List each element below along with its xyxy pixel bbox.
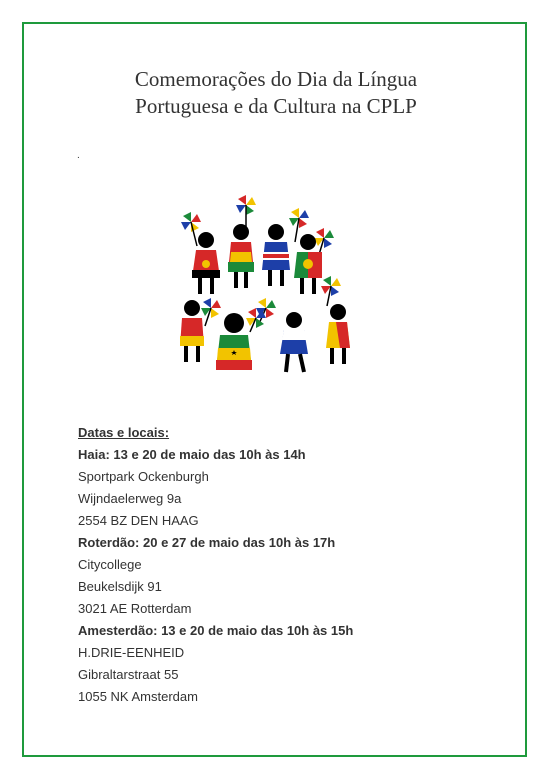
address-line: Wijndaelerweg 9a xyxy=(78,491,182,506)
location-title-haia: Haia: 13 e 20 de maio das 10h às 14h xyxy=(78,447,306,462)
children-with-pinwheels-illustration xyxy=(166,190,366,380)
address-line: 1055 NK Amsterdam xyxy=(78,689,198,704)
address-line: Gibraltarstraat 55 xyxy=(78,667,179,682)
pinwheel-icon xyxy=(181,212,201,246)
dates-and-locations xyxy=(78,422,353,708)
child-figure xyxy=(280,312,308,372)
child-figure xyxy=(326,304,350,364)
child-figure xyxy=(228,224,254,288)
address-line: Citycollege xyxy=(78,557,142,572)
location-title-amesterdao: Amesterdão: 13 e 20 de maio das 10h às 15h xyxy=(78,623,354,638)
pinwheel-icon xyxy=(321,276,341,306)
child-figure xyxy=(180,300,204,362)
address-line: Sportpark Ockenburgh xyxy=(78,469,209,484)
location-title-roterdao: Roterdão: 20 e 27 de maio das 10h às 17h xyxy=(78,535,336,550)
address-line: Beukelsdijk 91 xyxy=(78,579,162,594)
child-figure xyxy=(216,313,252,370)
pinwheel-icon xyxy=(201,298,221,326)
address-line: 2554 BZ DEN HAAG xyxy=(78,513,199,528)
stray-mark: . xyxy=(77,150,80,161)
section-heading: Datas e locais: xyxy=(78,425,170,440)
address-line: H.DRIE-EENHEID xyxy=(78,645,185,660)
child-figure xyxy=(262,224,290,286)
page-title-line-1: Comemorações do Dia da Língua xyxy=(134,67,418,91)
address-line: 3021 AE Rotterdam xyxy=(78,601,192,616)
page-title-line-2: Portuguesa e da Cultura na CPLP xyxy=(135,94,417,118)
